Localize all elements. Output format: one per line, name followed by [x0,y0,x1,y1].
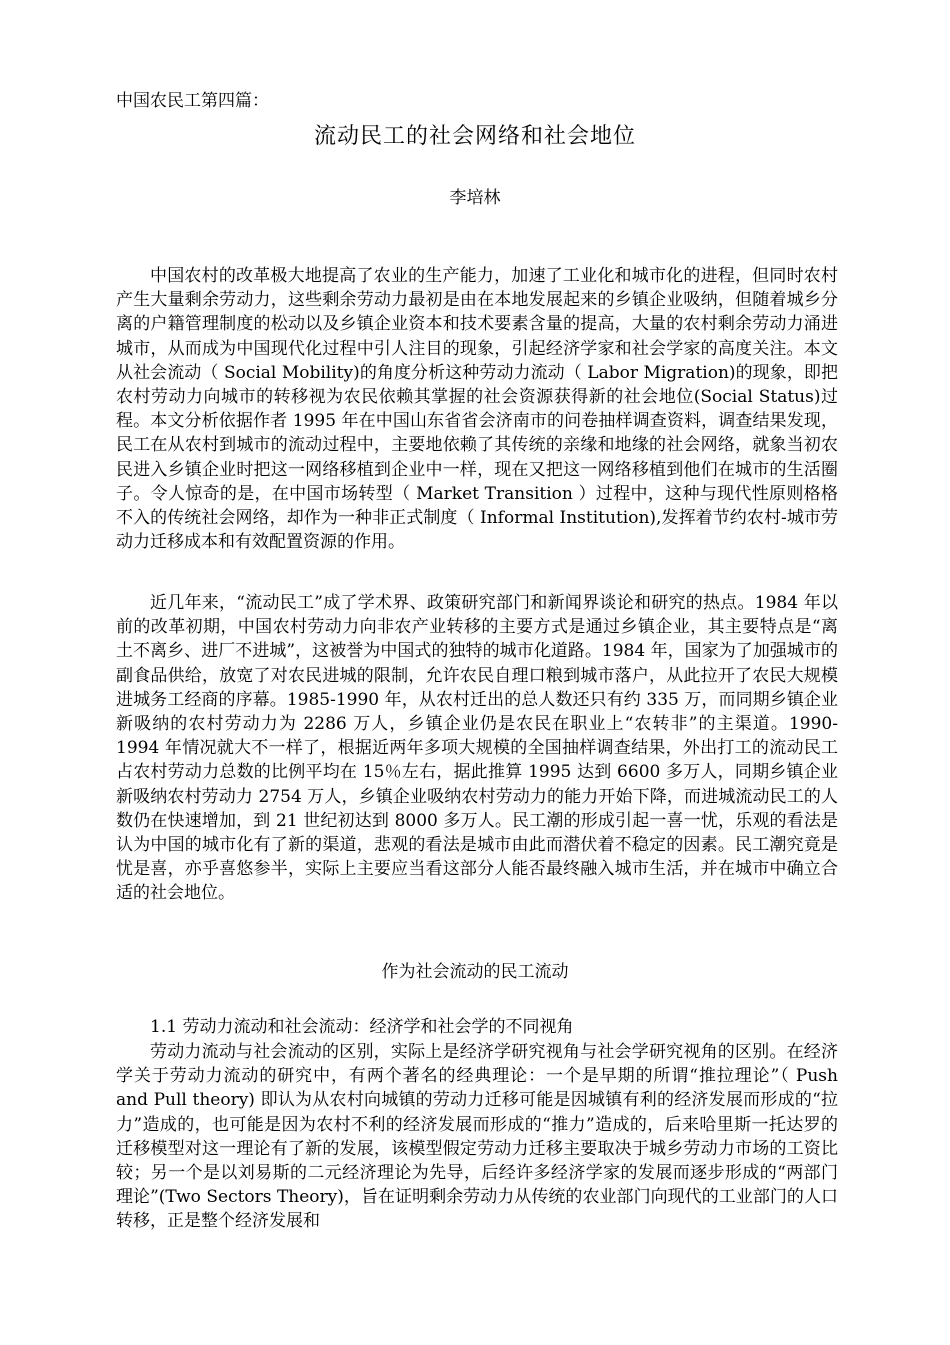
paragraph-2: 近几年来，“流动民工”成了学术界、政策研究部门和新闻界谈论和研究的热点。1984 年以前的改革初期，中国农村劳动力向非农产业转移的主要方式是通过乡镇企业，其主要特点是“离土不离乡、进厂不进城”，这被誉为中国式的独特的城市化道路。1984 年，国家为了加强城市的副食品供给，放宽了对农民进城的限制，允许农民自理口粮到城市落户，从此拉开了农民大规模进城务工经商的序幕。1985-1990 年，从农村迁出的总人数还只有约 335 万，而同期乡镇企业新吸纳的农村劳动力为 2286 万人，乡镇企业仍是农民在职业上“农转非”的主渠道。1990-1994 年情况就大不一样了，根据近两年多项大规模的全国抽样调查结果，外出打工的流动民工占农村劳动力总数的比例平均在 15％左右，据此推算 1995 达到 6600 多万人，同期乡镇企业新吸纳农村劳动力 2754 万人，乡镇企业吸纳农村劳动力的能力开始下降，而进城流动民工的人数仍在快速增加，到 21 世纪初达到 8000 多万人。民工潮的形成引起一喜一忧，乐观的看法是认为中国的城市化有了新的渠道，悲观的看法是城市由此而潜伏着不稳定的因素。民工潮究竟是忧是喜，亦乎喜悠参半，实际上主要应当看这部分人能否最终融入城市生活，并在城市中确立合适的社会地位。 [116,593,838,904]
series-label: 中国农民工第四篇： [116,91,269,111]
paragraph-1: 中国农村的改革极大地提高了农业的生产能力，加速了工业化和城市化的进程，但同时农村产生大量剩余劳动力，这些剩余劳动力最初是由在本地发展起来的乡镇企业吸纳，但随着城乡分离的户籍管理制度的松动以及乡镇企业资本和技术要素含量的提高，大量的农村剩余劳动力涌进城市，从而成为中国现代化过程中引人注目的现象，引起经济学家和社会学家的高度关注。本文从社会流动（ Social Mobility)的角度分析这种劳动力流动（ Labor Migration)的现象，即把农村劳动力向城市的转移视为农民依赖其掌握的社会资源获得新的社会地位(Social Status)过程。本文分析依据作者 1995 年在中国山东省省会济南市的问卷抽样调查资料，调查结果发现，民工在从农村到城市的流动过程中，主要地依赖了其传统的亲缘和地缘的社会网络，就象当初农民进入乡镇企业时把这一网络移植到企业中一样，现在又把这一网络移植到他们在城市的生活圈子。令人惊奇的是，在中国市场转型（ Market Transition ）过程中，这种与现代性原则格格不入的传统社会网络，却作为一种非正式制度（ Informal Institution),发挥着节约农村-城市劳动力迁移成本和有效配置资源的作用。 [116,266,838,553]
document-title: 流动民工的社会网络和社会地位 [313,124,636,149]
subsection-heading: 1.1 劳动力流动和社会流动：经济学和社会学的不同视角 [150,1017,574,1037]
paragraph-3: 劳动力流动与社会流动的区别，实际上是经济学研究视角与社会学研究视角的区别。在经济学关于劳动力流动的研究中，有两个著名的经典理论：一个是早期的所谓“推拉理论”（ Push and Pull theory) 即认为从农村向城镇的劳动力迁移可能是因城镇有利的经济发展而形成的“拉力”造成的，也可能是因为农村不利的经济发展而形成的“推力”造成的，后来哈里斯一托达罗的迁移模型对这一理论有了新的发展，该模型假定劳动力迁移主要取决于城乡劳动力市场的工资比较；另一个是以刘易斯的二元经济理论为先导，后经许多经济学家的发展而逐步形成的“两部门理论”(Two Sectors Theory)，旨在证明剩余劳动力从传统的农业部门向现代的工业部门的人口转移，正是整个经济发展和 [116,1042,838,1232]
section-heading: 作为社会流动的民工流动 [381,962,569,982]
author-name: 李培林 [449,188,501,208]
